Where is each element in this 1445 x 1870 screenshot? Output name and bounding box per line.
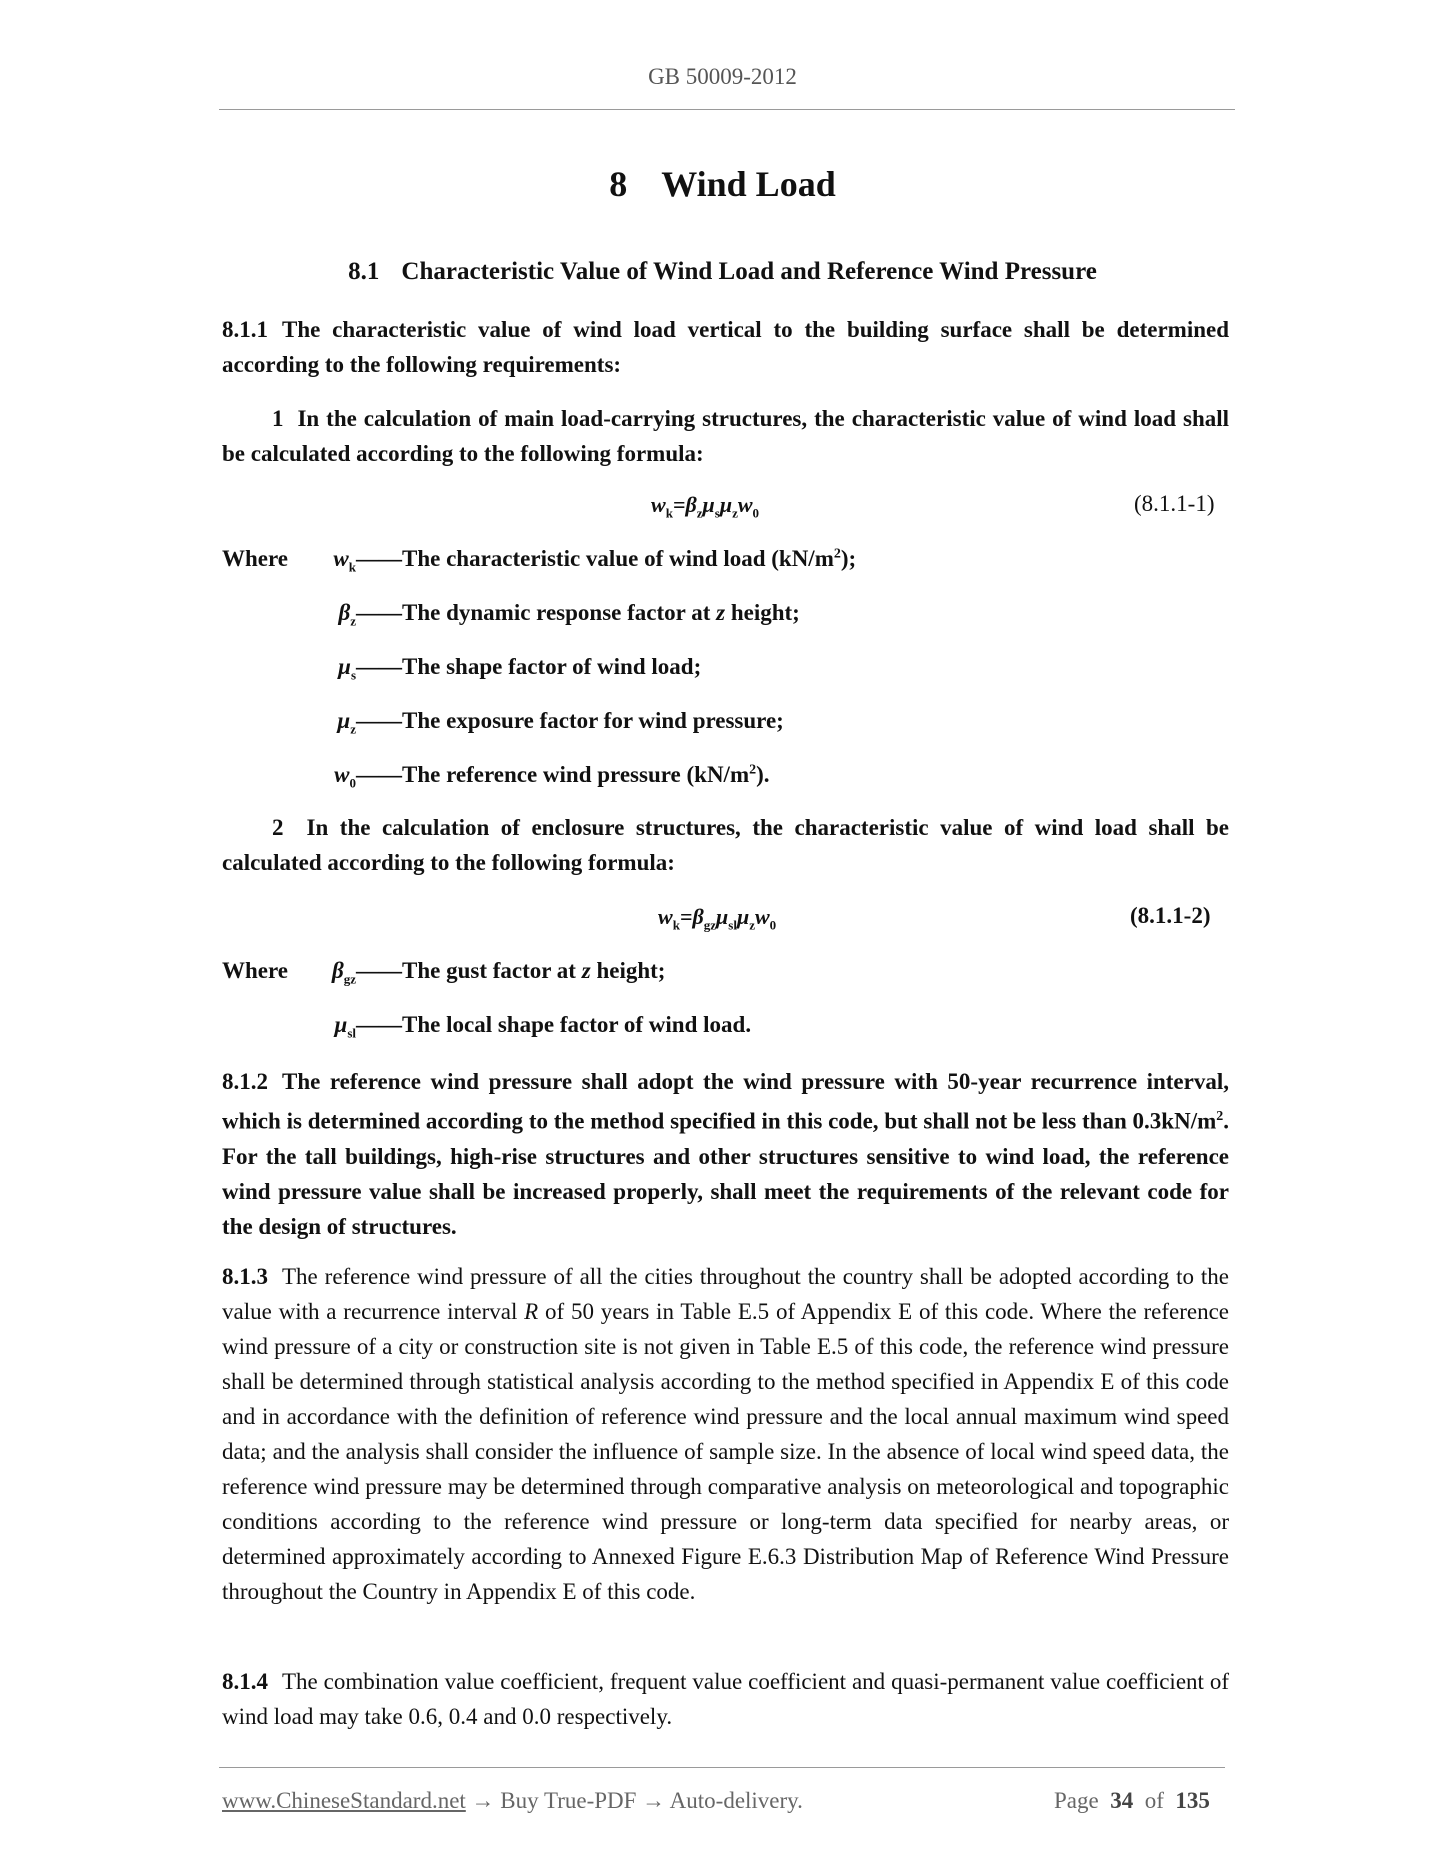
header-rule [219, 109, 1235, 110]
definition-w0: ——The reference wind pressure $(kN/m^2)$. [356, 762, 770, 787]
where-label: Where [222, 958, 289, 983]
definition-wk: ——The characteristic value of wind load $(kN/m^2)$; [356, 546, 857, 571]
section-title [0, 258, 1445, 286]
page-number: 34 [1110, 1788, 1134, 1813]
chapter-title-text: Wind Load [661, 164, 836, 204]
clause-text: The characteristic value of wind load vertical to the building surface shall be determined according to the following requirements: [222, 317, 1229, 377]
footer-left [222, 1788, 803, 1814]
where-label: Where [222, 546, 289, 571]
formula-number: (8.1.1-1) [1134, 491, 1215, 516]
definition-mu-sl: ——The local shape factor of wind load. [356, 1012, 752, 1037]
item-number: 1 [272, 406, 284, 431]
definition-beta-z: ——The dynamic response factor at z height; [356, 600, 800, 625]
clause-8-1-1 [222, 312, 1229, 382]
symbol-mu-z: $\mu_z$ [337, 708, 356, 737]
clause-number: 8.1.4 [222, 1669, 268, 1694]
definition-beta-gz: ——The gust factor at z height; [356, 958, 666, 983]
formula-number: (8.1.1-2) [1130, 903, 1211, 928]
section-number: 8.1 [348, 258, 380, 285]
symbol-beta-gz: $\beta_{gz}$ [331, 958, 356, 987]
purchase-note: → Buy True-PDF → Auto-delivery. [465, 1788, 803, 1813]
symbol-w0: $w_0$ [334, 762, 356, 791]
clause-text: The reference wind pressure of all the cities throughout the country shall be adopted according to the value with a recurrence interval [222, 1264, 1229, 1324]
clause-number: 8.1.3 [222, 1264, 268, 1289]
clause-text: The reference wind pressure shall adopt the wind pressure with 50-year recurrence interval, which is determined according to the method specified in this code, but shall not be less than 0.3kN/m [222, 1069, 1229, 1134]
clause-8-1-3: 8.1.3 The reference wind pressure of all the cities throughout the country shall be adopted according to the value with a recurrence interval R of 50 years in Table E.5 of Appendix E of this code. Where the reference wind pressure of a city or construction site is not given in Table E.5 of this code, the reference wind pressure shall be determined through statistical analysis according to the method specified in Appendix E of this code and in accordance with the definition of reference wind pressure and the local annual maximum wind speed data; and the analysis shall consider the influence of sample size. In the absence of local wind speed data, the reference wind pressure may be determined through comparative analysis on meteorological and topographic conditions according to the reference wind pressure or long-term data specified for nearby areas, or determined approximately according to Annexed Figure E.6.3 Distribution Map of Reference Wind Pressure throughout the Country in Appendix E of this code. [222, 1264, 1229, 1604]
page-indicator: Page 34 of 135 [1054, 1788, 1210, 1813]
clause-8-1-1-item-2 [222, 810, 1229, 880]
definition-mu-z: ——The exposure factor for wind pressure; [356, 708, 784, 733]
section-title-text: Characteristic Value of Wind Load and Reference Wind Pressure [401, 258, 1097, 285]
total-pages: 135 [1175, 1788, 1210, 1813]
definition-mu-s: ——The shape factor of wind load; [356, 654, 702, 679]
site-link[interactable]: www.ChineseStandard.net [222, 1788, 466, 1813]
symbol-mu-s: $\mu_s$ [338, 654, 356, 683]
symbol-mu-sl: $\mu_{sl}$ [334, 1012, 356, 1041]
clause-8-1-1-item-1 [222, 401, 1229, 471]
running-header: GB 50009-2012 [648, 64, 797, 89]
item-text: In the calculation of main load-carrying structures, the characteristic value of wind load shall be calculated according to the following formula: [222, 406, 1230, 466]
clause-number: 8.1.1 [222, 317, 268, 342]
clause-text: The combination value coefficient, frequent value coefficient and quasi-permanent value coefficient of wind load may take 0.6, 0.4 and 0.0 respectively. [222, 1669, 1229, 1729]
formula-8-1-1-2: $w_k=\beta_{gz}\mu_{sl}\mu_zw_0$ [658, 904, 777, 933]
footer-rule [219, 1767, 1225, 1768]
chapter-title [0, 163, 1445, 205]
chapter-number: 8 [609, 164, 628, 204]
clause-8-1-2: 8.1.2 The reference wind pressure shall adopt the wind pressure with 50-year recurrence interval, which is determined according to the method specified in this code, but shall not be less than $0.3kN/m^2$. For the tall buildings, high-rise structures and other structures sensitive to wind load, the reference wind pressure value shall be increased properly, shall meet the requirements of the relevant code for the design of structures. [222, 1069, 1229, 1239]
clause-8-1-4 [222, 1664, 1229, 1734]
item-number: 2 [272, 815, 284, 840]
clause-number: 8.1.2 [222, 1069, 268, 1094]
formula-8-1-1-1: $w_k=\beta_z\mu_s\mu_zw_0$ [651, 492, 760, 521]
item-text: In the calculation of enclosure structures, the characteristic value of wind load shall be calculated according to the following formula: [222, 815, 1229, 875]
symbol-wk: $w_k$ [333, 546, 356, 575]
symbol-beta-z: $\beta_z$ [338, 600, 356, 629]
